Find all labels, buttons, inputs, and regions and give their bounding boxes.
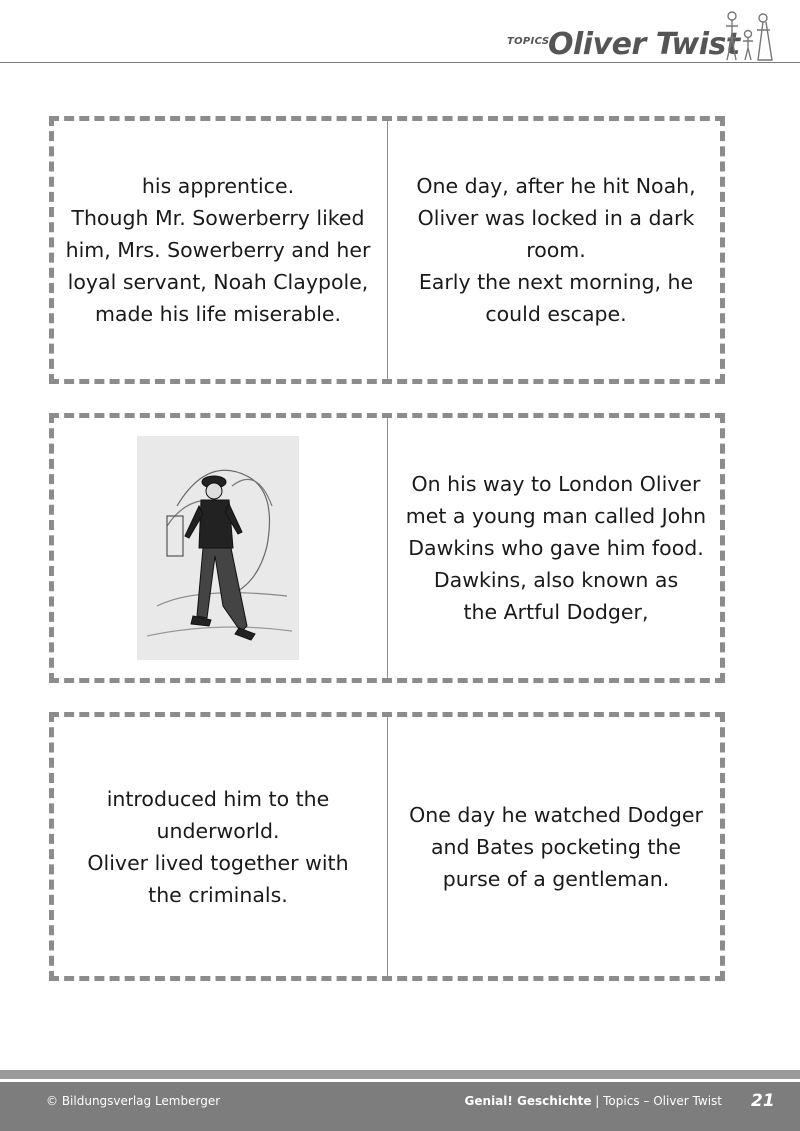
card-line: Dawkins who gave him food. <box>408 536 704 560</box>
card-line: Oliver was locked in a dark <box>417 206 695 230</box>
card-text-right <box>387 413 725 683</box>
card-line: Though Mr. Sowerberry liked <box>71 206 365 230</box>
card-line: and Bates pocketing the <box>430 834 682 859</box>
footer-band <box>0 1070 800 1079</box>
card-line: loyal servant, Noah Claypole, <box>67 270 369 294</box>
card-text-right <box>387 712 725 981</box>
card-line: One day he watched Dodger <box>409 802 703 827</box>
card-row-2 <box>49 413 725 683</box>
card-line: his apprentice. <box>141 174 295 198</box>
page-number: 21 <box>751 1091 775 1111</box>
card-line: could escape. <box>485 302 627 326</box>
header-title: Oliver Twist <box>548 27 740 62</box>
footer-separator: | <box>591 1094 604 1108</box>
card-text-right <box>387 116 725 384</box>
card-line: room. <box>526 238 586 262</box>
card-text-left <box>49 712 387 981</box>
card-row-1 <box>49 116 725 384</box>
footer-series <box>465 1094 722 1108</box>
boy-walking-sketch <box>137 436 299 660</box>
card-line: made his life miserable. <box>94 302 342 326</box>
oliver-walking-illustration <box>137 436 299 660</box>
footer-copyright: © Bildungsverlag Lemberger <box>46 1094 221 1108</box>
card-row-3 <box>49 712 725 981</box>
card-line: Oliver lived together with <box>87 850 349 875</box>
header-topics-label: TOPICS <box>507 36 550 47</box>
card-line: the Artful Dodger, <box>463 600 649 624</box>
footer-subtitle: Topics – Oliver Twist <box>603 1094 722 1108</box>
card-text-left <box>49 116 387 384</box>
card-line: purse of a gentleman. <box>442 866 670 891</box>
card-line: One day, after he hit Noah, <box>416 174 696 198</box>
card-image-left <box>49 413 387 683</box>
footer-series-name: Genial! Geschichte <box>464 1094 592 1108</box>
card-line: the criminals. <box>148 882 288 907</box>
header-rule <box>0 62 800 63</box>
card-line: met a young man called John <box>405 504 707 528</box>
card-line: introduced him to the <box>106 786 330 811</box>
card-line: underworld. <box>156 818 280 843</box>
card-line: Dawkins, also known as <box>433 568 679 592</box>
card-line: Early the next morning, he <box>418 270 694 294</box>
family-figures-icon <box>718 8 780 62</box>
card-line: On his way to London Oliver <box>411 472 701 496</box>
card-line: him, Mrs. Sowerberry and her <box>65 238 371 262</box>
